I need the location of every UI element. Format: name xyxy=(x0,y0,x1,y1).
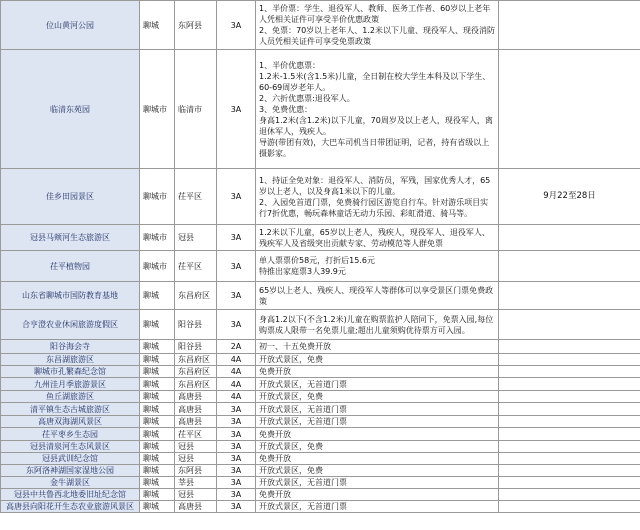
scenic-name-cell: 东昌湖旅游区 xyxy=(1,354,140,366)
city-cell: 聊城 xyxy=(140,1,175,50)
table-row xyxy=(1,391,640,403)
date-cell xyxy=(499,1,640,50)
policy-cell xyxy=(256,501,499,513)
level-cell: 4A xyxy=(217,378,256,391)
level-cell: 3A xyxy=(217,489,256,501)
scenic-name-cell: 高唐县向阳花开生态农业旅游风景区 xyxy=(1,501,140,513)
policy-line: 开放式景区，无首道门票 xyxy=(259,478,347,487)
scenic-name-cell: 东阿洛神湖国家湿地公园 xyxy=(1,465,140,477)
date-cell xyxy=(499,501,640,513)
policy-cell xyxy=(256,225,499,251)
county-cell: 莘县 xyxy=(175,477,217,489)
policy-line: 开放式景区，无首道门票 xyxy=(259,404,347,414)
level-cell: 3A xyxy=(217,465,256,477)
policy-cell xyxy=(256,340,499,354)
date-cell xyxy=(499,251,640,282)
policy-cell xyxy=(256,403,499,416)
policy-cell xyxy=(256,354,499,366)
policy-line: 特推出家庭票3人39.9元 xyxy=(259,267,346,276)
scenic-name-cell: 临清东苑园 xyxy=(1,50,140,169)
city-cell: 聊城 xyxy=(140,403,175,416)
city-cell: 聊城 xyxy=(140,416,175,428)
city-cell: 聊城市 xyxy=(140,225,175,251)
table-row xyxy=(1,489,640,501)
policy-line: 开放式景区，无首道门票 xyxy=(259,417,347,426)
table-row xyxy=(1,1,640,50)
city-cell: 聊城 xyxy=(140,366,175,378)
county-cell: 高唐县 xyxy=(175,391,217,403)
scenic-name-cell: 山东省聊城市国防教育基地 xyxy=(1,282,140,310)
policy-line: 初一、十五免费开放 xyxy=(259,342,331,351)
level-cell: 4A xyxy=(217,366,256,378)
table-body xyxy=(1,1,640,513)
city-cell: 聊城市 xyxy=(140,169,175,225)
policy-line: 身高1.2以下(不含1.2米)儿童在购票监护人陪同下，免票入园,每位购票成人限带一名免票儿童;超出儿童须购优待票方可入园。 xyxy=(259,314,494,335)
scenic-name-cell: 合亨澄农业休闲旅游度假区 xyxy=(1,310,140,340)
table-row xyxy=(1,501,640,513)
table-row xyxy=(1,477,640,489)
scenic-name-cell: 冠县清泉河生态风景区 xyxy=(1,441,140,453)
policy-cell xyxy=(256,453,499,465)
county-cell: 东阿县 xyxy=(175,1,217,50)
county-cell: 冠县 xyxy=(175,441,217,453)
policy-cell xyxy=(256,465,499,477)
table-row xyxy=(1,453,640,465)
policy-line: 开放式景区，无首道门票 xyxy=(259,502,347,511)
date-cell xyxy=(499,354,640,366)
city-cell: 聊城 xyxy=(140,477,175,489)
policy-line: 单人票票价58元，打折后15.6元 xyxy=(259,256,375,265)
policy-cell xyxy=(256,428,499,441)
policy-cell xyxy=(256,477,499,489)
date-cell xyxy=(499,477,640,489)
policy-cell xyxy=(256,1,499,50)
level-cell: 3A xyxy=(217,428,256,441)
date-cell xyxy=(499,403,640,416)
date-cell xyxy=(499,441,640,453)
table-row xyxy=(1,251,640,282)
scenic-name-cell: 茌平植物园 xyxy=(1,251,140,282)
scenic-name-cell: 聊城市孔繁森纪念馆 xyxy=(1,366,140,378)
policy-line: 开放式景区，免费 xyxy=(259,392,323,401)
county-cell: 东昌府区 xyxy=(175,378,217,391)
policy-line: 1、持证全免对象：退役军人、消防员，军残，国家优秀人才，65岁以上老人，以及身高1米以下的儿童。 xyxy=(259,175,491,196)
date-cell: 9月22至28日 xyxy=(499,169,640,225)
city-cell: 聊城 xyxy=(140,453,175,465)
date-cell xyxy=(499,465,640,477)
table-row xyxy=(1,428,640,441)
policy-line: 身高1.2米(含1.2米)以下儿童，70周岁及以上老人，现役军人，离退休军人，残疾人。 xyxy=(259,115,493,136)
county-cell: 东昌府区 xyxy=(175,282,217,310)
city-cell: 聊城市 xyxy=(140,251,175,282)
policy-cell xyxy=(256,169,499,225)
policy-line: 3、免费优惠： xyxy=(259,104,313,114)
table-row xyxy=(1,416,640,428)
policy-line: 免费开放 xyxy=(259,367,291,376)
date-cell xyxy=(499,416,640,428)
scenic-name-cell: 清平镇生态古城旅游区 xyxy=(1,403,140,416)
table-row xyxy=(1,403,640,416)
table-row xyxy=(1,340,640,354)
scenic-name-cell: 茌平枣乡生态园 xyxy=(1,428,140,441)
policy-cell xyxy=(256,50,499,169)
county-cell: 高唐县 xyxy=(175,416,217,428)
level-cell: 3A xyxy=(217,416,256,428)
date-cell xyxy=(499,366,640,378)
city-cell: 聊城 xyxy=(140,465,175,477)
city-cell: 聊城 xyxy=(140,354,175,366)
date-cell xyxy=(499,225,640,251)
level-cell: 2A xyxy=(217,340,256,354)
level-cell: 3A xyxy=(217,403,256,416)
city-cell: 聊城 xyxy=(140,501,175,513)
policy-line: 免费开放 xyxy=(259,429,291,439)
level-cell: 3A xyxy=(217,310,256,340)
city-cell: 聊城 xyxy=(140,310,175,340)
date-cell xyxy=(499,50,640,169)
policy-line: 1.2米以下儿童，65岁以上老人，残疾人，现役军人、退役军人、残疾军人及省级突出贡献专家、劳动模范等人群免票 xyxy=(259,227,490,248)
level-cell: 3A xyxy=(217,50,256,169)
county-cell: 茌平区 xyxy=(175,251,217,282)
level-cell: 4A xyxy=(217,354,256,366)
county-cell: 茌平区 xyxy=(175,169,217,225)
county-cell: 东昌府区 xyxy=(175,366,217,378)
level-cell: 3A xyxy=(217,169,256,225)
policy-cell xyxy=(256,489,499,501)
county-cell: 茌平区 xyxy=(175,428,217,441)
table-row xyxy=(1,50,640,169)
county-cell: 高唐县 xyxy=(175,501,217,513)
policy-line: 导游(带团有效)，大巴车司机当日带团证明，记者，持有省级以上摄影家。 xyxy=(259,137,490,158)
date-cell xyxy=(499,282,640,310)
scenic-name-cell: 位山黄河公园 xyxy=(1,1,140,50)
policy-line: 2、免票：70岁以上老年人、1.2米以下儿童、现役军人、现役消防人员凭相关证件可享受免票政策 xyxy=(259,26,495,46)
level-cell: 3A xyxy=(217,251,256,282)
county-cell: 冠县 xyxy=(175,489,217,501)
policy-line: 2、入园免首道门票，免费骑行园区游览自行车。针对游乐项目实行7折优惠，畅玩森林童话无动力乐园、彩虹滑道、骑马等。 xyxy=(259,197,489,218)
table-row xyxy=(1,225,640,251)
level-cell: 3A xyxy=(217,501,256,513)
level-cell: 3A xyxy=(217,453,256,465)
city-cell: 聊城 xyxy=(140,441,175,453)
scenic-name-cell: 冠县中共鲁西北地委旧址纪念馆 xyxy=(1,489,140,501)
date-cell xyxy=(499,310,640,340)
date-cell xyxy=(499,391,640,403)
table-row xyxy=(1,465,640,477)
level-cell: 3A xyxy=(217,282,256,310)
scenic-name-cell: 冠县马颊河生态旅游区 xyxy=(1,225,140,251)
county-cell: 阳谷县 xyxy=(175,340,217,354)
table-row xyxy=(1,441,640,453)
level-cell: 3A xyxy=(217,225,256,251)
city-cell: 聊城 xyxy=(140,428,175,441)
scenic-name-cell: 阳谷海会寺 xyxy=(1,340,140,354)
policy-line: 开放式景区，免费 xyxy=(259,466,323,475)
level-cell: 3A xyxy=(217,477,256,489)
date-cell xyxy=(499,489,640,501)
level-cell: 4A xyxy=(217,391,256,403)
policy-line: 2、六折优惠票:退役军人。 xyxy=(259,93,355,103)
city-cell: 聊城 xyxy=(140,378,175,391)
county-cell: 临清市 xyxy=(175,50,217,169)
table-row xyxy=(1,169,640,225)
scenic-name-cell: 冠县武训纪念馆 xyxy=(1,453,140,465)
county-cell: 东阿县 xyxy=(175,465,217,477)
policy-line: 开放式景区，免费 xyxy=(259,442,323,451)
scenic-name-cell: 九州洼月季旅游景区 xyxy=(1,378,140,391)
policy-line: 1.2米-1.5米(含1.5米)儿童，全日制在校大学生本科及以下学生、60-69周岁老年人。 xyxy=(259,71,491,92)
date-cell xyxy=(499,453,640,465)
table-row xyxy=(1,366,640,378)
scenic-name-cell: 高唐双海湖风景区 xyxy=(1,416,140,428)
date-cell xyxy=(499,378,640,391)
policy-line: 免费开放 xyxy=(259,490,291,499)
county-cell: 冠县 xyxy=(175,453,217,465)
table-row xyxy=(1,310,640,340)
policy-cell xyxy=(256,251,499,282)
city-cell: 聊城 xyxy=(140,340,175,354)
level-cell: 3A xyxy=(217,1,256,50)
policy-cell xyxy=(256,441,499,453)
table-row xyxy=(1,378,640,391)
level-cell: 3A xyxy=(217,441,256,453)
policy-cell xyxy=(256,416,499,428)
county-cell: 阳谷县 xyxy=(175,310,217,340)
county-cell: 东昌府区 xyxy=(175,354,217,366)
scenic-name-cell: 佳乡田园景区 xyxy=(1,169,140,225)
policy-line: 开放式景区，无首道门票 xyxy=(259,379,347,389)
policy-cell xyxy=(256,366,499,378)
table-row xyxy=(1,354,640,366)
policy-line: 1、半价优惠票： xyxy=(259,60,321,70)
policy-cell xyxy=(256,378,499,391)
scenic-name-cell: 金牛湖景区 xyxy=(1,477,140,489)
city-cell: 聊城 xyxy=(140,282,175,310)
policy-line: 65岁以上老人、残疾人、现役军人等群体可以享受景区门票免费政策 xyxy=(259,285,494,306)
policy-line: 免费开放 xyxy=(259,454,291,463)
policy-cell xyxy=(256,310,499,340)
date-cell xyxy=(499,428,640,441)
city-cell: 聊城 xyxy=(140,391,175,403)
county-cell: 高唐县 xyxy=(175,403,217,416)
date-cell xyxy=(499,340,640,354)
scenic-name-cell: 鱼丘湖旅游区 xyxy=(1,391,140,403)
city-cell: 聊城市 xyxy=(140,50,175,169)
policy-line: 1、半价票：学生、退役军人、教师、医务工作者、60岁以上老年人凭相关证件可享受半价优惠政策 xyxy=(259,4,491,24)
policy-line: 开放式景区，免费 xyxy=(259,355,323,364)
policy-cell xyxy=(256,282,499,310)
county-cell: 冠县 xyxy=(175,225,217,251)
city-cell: 聊城 xyxy=(140,489,175,501)
policy-cell xyxy=(256,391,499,403)
table-row xyxy=(1,282,640,310)
